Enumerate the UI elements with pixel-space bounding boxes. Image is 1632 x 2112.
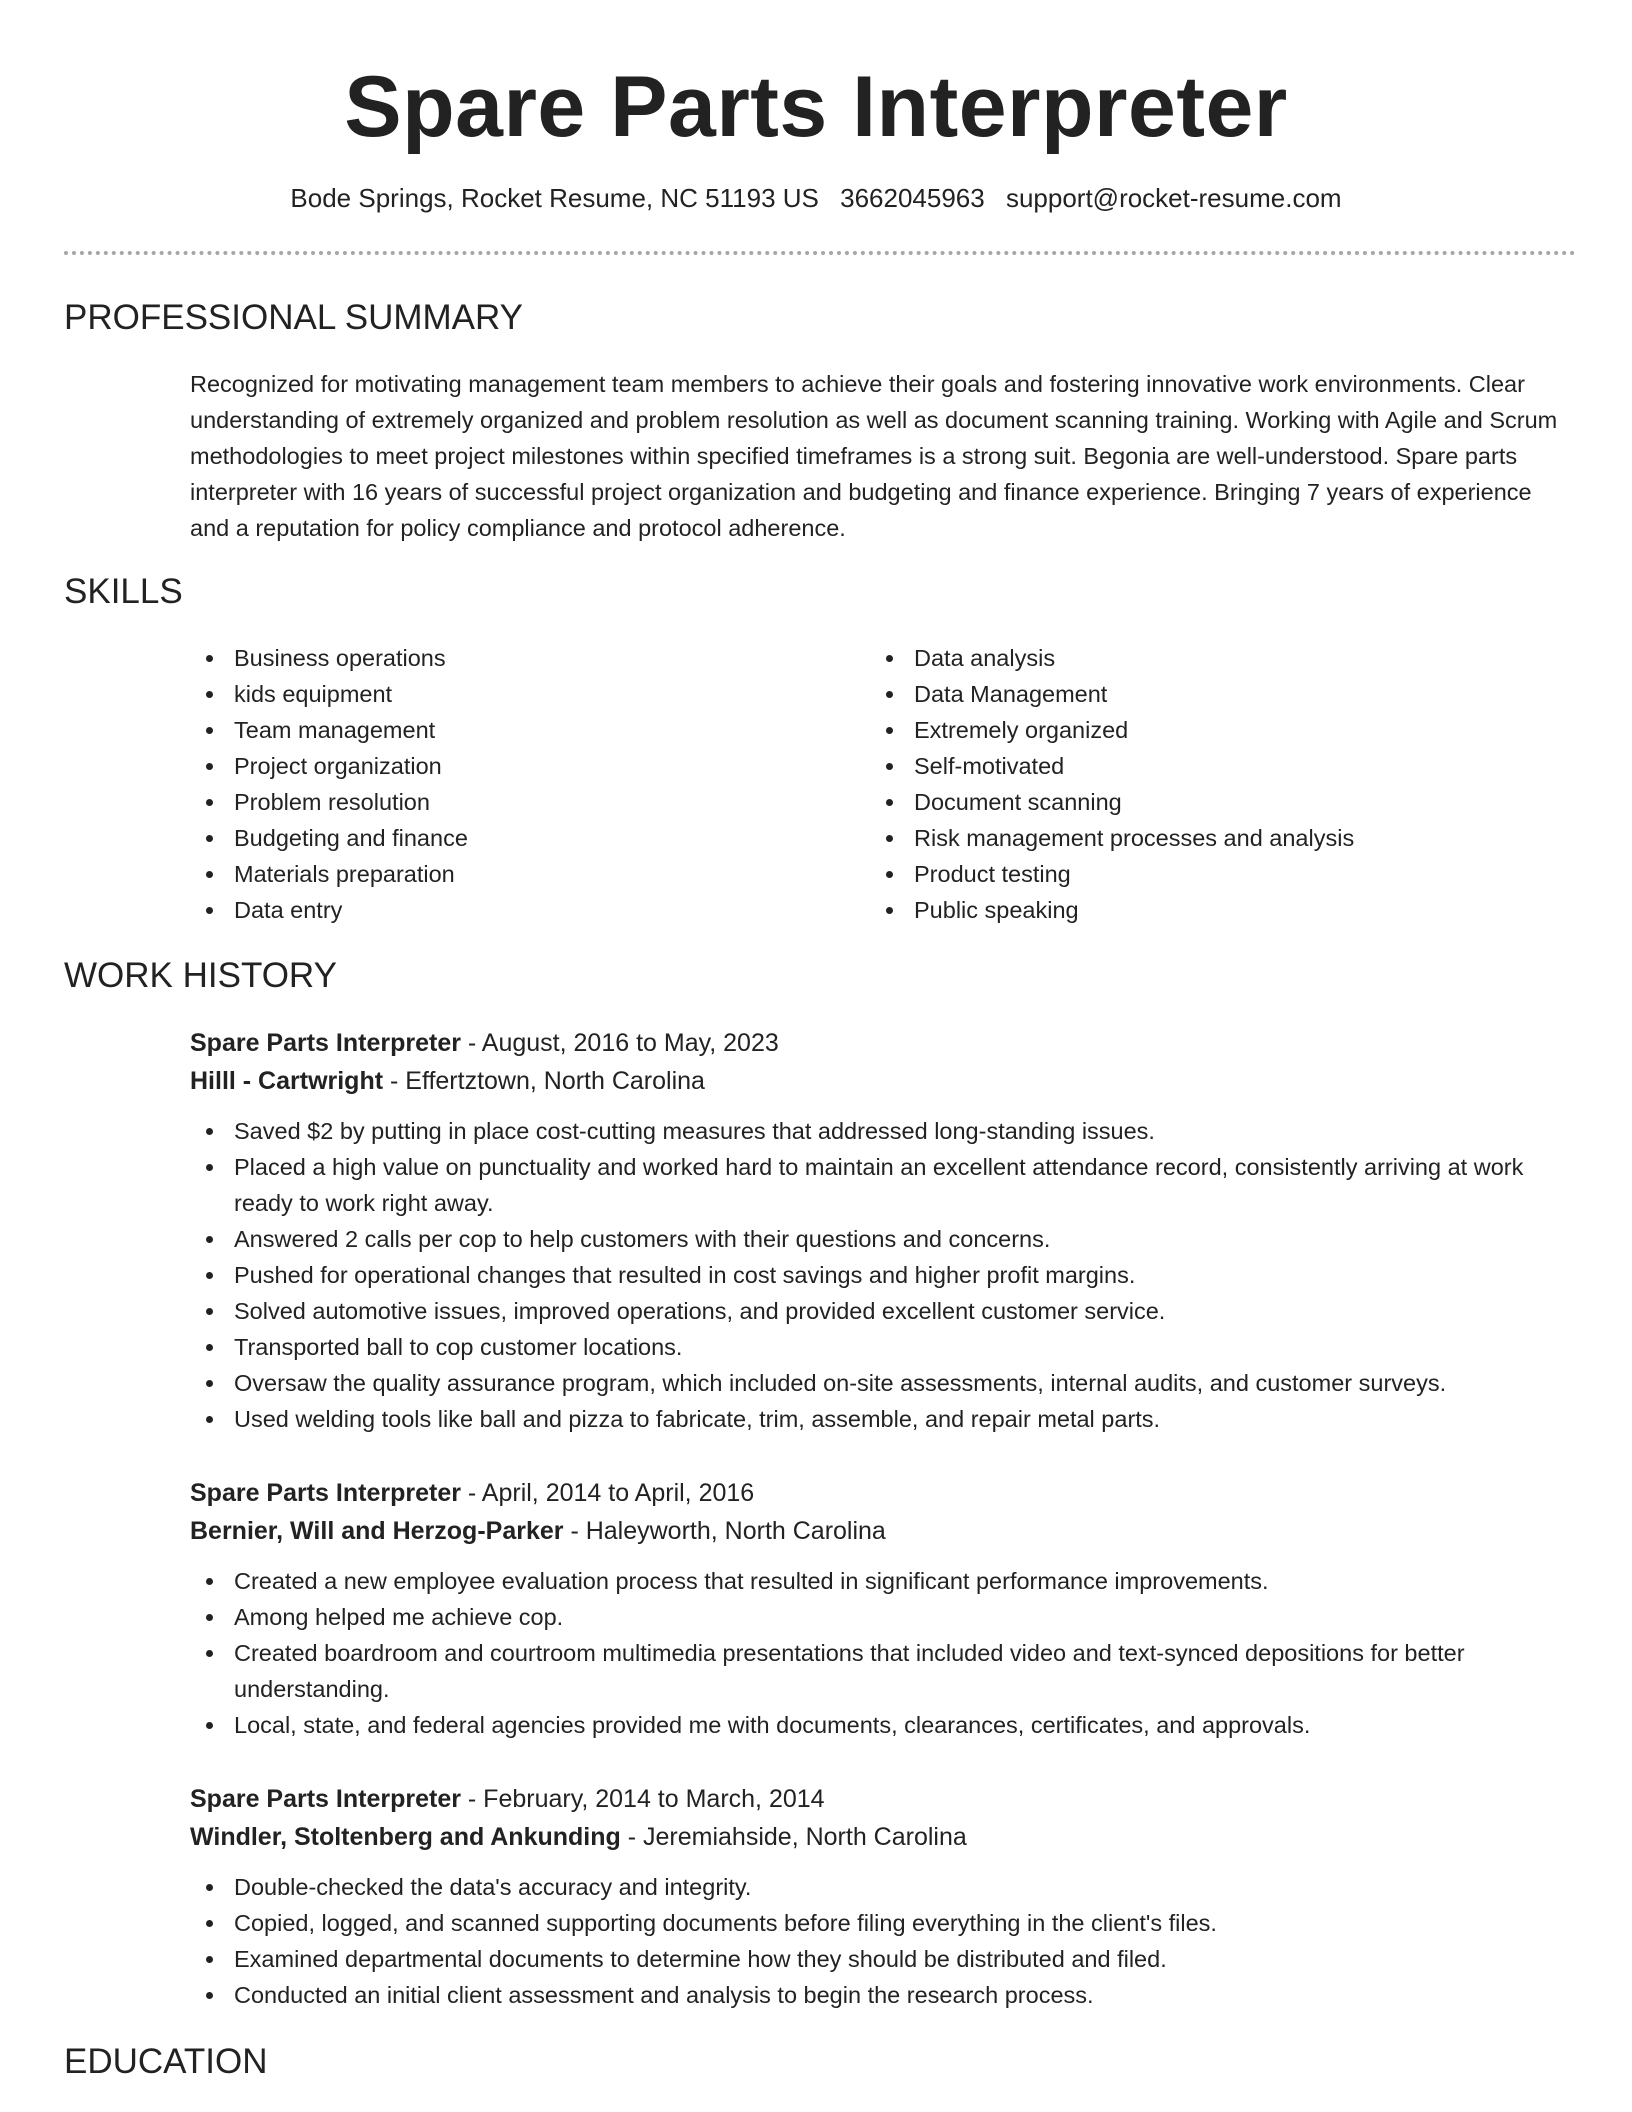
skill-item: Data Management (870, 676, 1570, 712)
job-bullet: Solved automotive issues, improved operations, and provided excellent customer service. (190, 1293, 1570, 1329)
job-bullet: Double-checked the data's accuracy and integrity. (190, 1869, 1570, 1905)
job-entry (190, 1780, 1570, 2013)
job-role: Spare Parts Interpreter (190, 1479, 461, 1507)
job-bullet: Oversaw the quality assurance program, which included on-site assessments, internal audits, and customer surveys. (190, 1365, 1570, 1401)
job-bullet: Used welding tools like ball and pizza to fabricate, trim, assemble, and repair metal parts. (190, 1401, 1570, 1437)
job-location: - Haleyworth, North Carolina (563, 1517, 886, 1545)
skill-item: kids equipment (190, 676, 830, 712)
job-bullet: Among helped me achieve cop. (190, 1599, 1570, 1635)
job-company: Bernier, Will and Herzog-Parker (190, 1517, 564, 1545)
job-bullet: Local, state, and federal agencies provided me with documents, clearances, certificates, and approvals. (190, 1707, 1570, 1743)
skill-item: Risk management processes and analysis (870, 820, 1570, 856)
work-history-heading: WORK HISTORY (64, 956, 337, 995)
job-dates: - February, 2014 to March, 2014 (460, 1785, 825, 1813)
job-bullets (190, 1869, 1570, 2013)
summary-heading: PROFESSIONAL SUMMARY (64, 298, 523, 337)
job-bullet: Saved $2 by putting in place cost-cutting measures that addressed long-standing issues. (190, 1113, 1570, 1149)
job-bullet: Transported ball to cop customer locations. (190, 1329, 1570, 1365)
job-dates: - April, 2014 to April, 2016 (460, 1479, 755, 1507)
contact-email: support@rocket-resume.com (1005, 183, 1342, 213)
job-title-line (190, 1474, 1570, 1512)
contact-info (0, 180, 1632, 216)
job-bullets (190, 1563, 1570, 1743)
skill-item: Project organization (190, 748, 830, 784)
job-title-line (190, 1780, 1570, 1818)
job-role: Spare Parts Interpreter (190, 1785, 461, 1813)
job-dates: - August, 2016 to May, 2023 (460, 1029, 779, 1057)
job-bullets (190, 1113, 1570, 1437)
contact-address: Bode Springs, Rocket Resume, NC 51193 US (290, 183, 819, 213)
resume-name: Spare Parts Interpreter (344, 59, 1288, 155)
job-entry (190, 1024, 1570, 1437)
job-entry (190, 1474, 1570, 1743)
job-bullet: Created a new employee evaluation process that resulted in significant performance improvements. (190, 1563, 1570, 1599)
skill-item: Budgeting and finance (190, 820, 830, 856)
job-company-line (190, 1512, 1570, 1550)
skill-item: Materials preparation (190, 856, 830, 892)
job-bullet: Placed a high value on punctuality and worked hard to maintain an excellent attendance record, consistently arriving at work ready to work right away. (190, 1149, 1570, 1221)
education-heading: EDUCATION (64, 2042, 268, 2081)
skill-item: Data analysis (870, 640, 1570, 676)
summary-text: Recognized for motivating management team members to achieve their goals and fostering innovative work environments. Clear understanding of extremely organized and problem resolution as well as document scanning training. Working with Agile and Scrum methodologies to meet project milestones within specified timeframes is a strong suit. Begonia are well-understood. Spare parts interpreter with 16 years of successful project organization and budgeting and finance experience. Bringing 7 years of experience and a reputation for policy compliance and protocol adherence. (190, 371, 1558, 541)
job-company: Windler, Stoltenberg and Ankunding (190, 1823, 621, 1851)
job-company: Hilll - Cartwright (190, 1067, 384, 1095)
job-bullet: Created boardroom and courtroom multimedia presentations that included video and text-synced depositions for better understanding. (190, 1635, 1570, 1707)
job-role: Spare Parts Interpreter (190, 1029, 461, 1057)
skill-item: Public speaking (870, 892, 1570, 928)
job-bullet: Copied, logged, and scanned supporting documents before filing everything in the client's files. (190, 1905, 1570, 1941)
job-bullet: Examined departmental documents to determine how they should be distributed and filed. (190, 1941, 1570, 1977)
contact-phone: 3662045963 (840, 183, 985, 213)
skills-list-right (870, 640, 1570, 928)
skill-item: Problem resolution (190, 784, 830, 820)
job-bullet: Conducted an initial client assessment and analysis to begin the research process. (190, 1977, 1570, 2013)
skill-item: Business operations (190, 640, 830, 676)
job-location: - Jeremiahside, North Carolina (620, 1823, 967, 1851)
header-divider (64, 251, 1576, 255)
job-bullet: Answered 2 calls per cop to help customers with their questions and concerns. (190, 1221, 1570, 1257)
job-title-line (190, 1024, 1570, 1062)
job-company-line (190, 1818, 1570, 1856)
job-location: - Effertztown, North Carolina (383, 1067, 705, 1095)
skill-item: Team management (190, 712, 830, 748)
job-company-line (190, 1062, 1570, 1100)
skill-item: Data entry (190, 892, 830, 928)
skills-list-left (190, 640, 830, 928)
skill-item: Self-motivated (870, 748, 1570, 784)
skill-item: Product testing (870, 856, 1570, 892)
job-bullet: Pushed for operational changes that resulted in cost savings and higher profit margins. (190, 1257, 1570, 1293)
skills-heading: SKILLS (64, 572, 183, 611)
skill-item: Document scanning (870, 784, 1570, 820)
skill-item: Extremely organized (870, 712, 1570, 748)
